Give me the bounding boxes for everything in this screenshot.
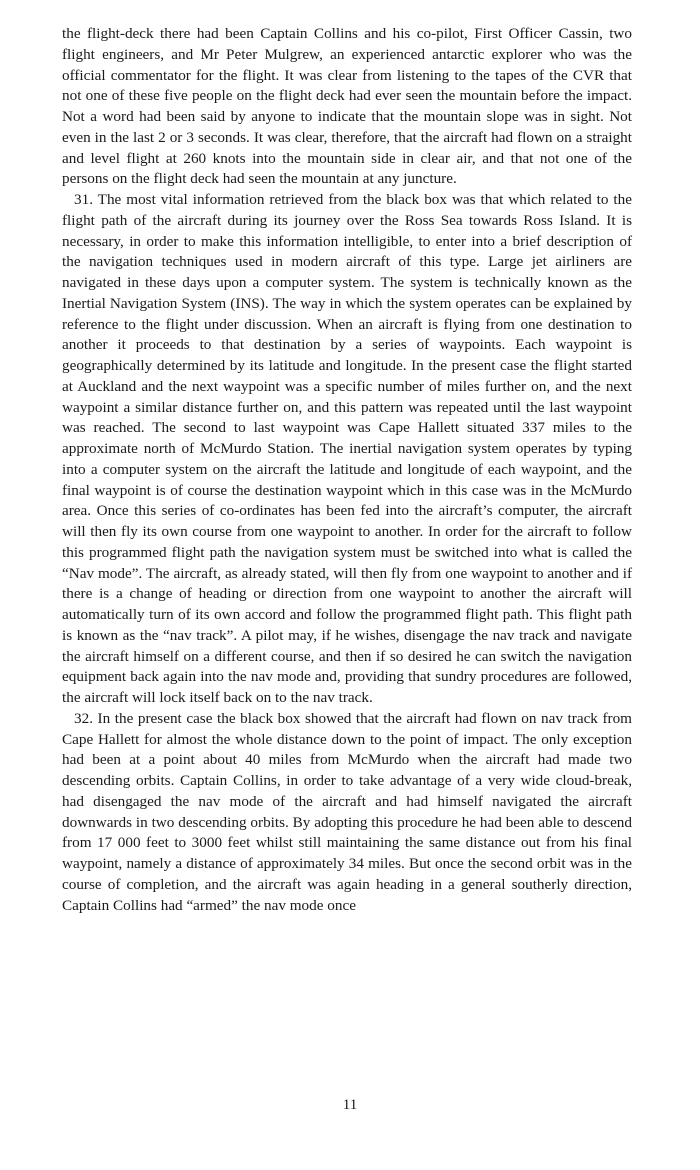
document-page bbox=[62, 24, 632, 916]
paragraph-31: 31. The most vital information retrieved from the black box was that which related to the flight path of the aircraft during its journey over the Ross Sea towards Ross Island. It is necessary, in order to make this information intelligible, to enter into a brief description of the navigation techniques used in modern aircraft of this type. Large jet airliners are navigated in these days upon a computer system. The system is technically known as the Inertial Navigation System (INS). The way in which the system operates can be explained by reference to the flight under discussion. When an aircraft is flying from one destination to another it proceeds to that destination by a series of waypoints. Each waypoint is geographically determined by its latitude and longitude. In the present case the flight started at Auckland and the next waypoint was a specific number of miles further on, and the next waypoint a similar distance further on, and this pattern was repeated until the last waypoint was reached. The second to last waypoint was Cape Hallett situated 337 miles to the approximate north of McMurdo Station. The inertial navigation system operates by typing into a computer system on the aircraft the latitude and longitude of each waypoint, and the final waypoint is of course the destination waypoint which in this case was in the McMurdo area. Once this series of co-ordinates has been fed into the aircraft’s computer, the aircraft will then fly its own course from one waypoint to another. In order for the aircraft to follow this programmed flight path the navigation system must be switched into what is called the “Nav mode”. The aircraft, as already stated, will then fly from one waypoint to another and if there is a change of heading or direction from one waypoint to another the aircraft will automatically turn of its own accord and follow the programmed flight path. This flight path is known as the “nav track”. A pilot may, if he wishes, disengage the nav track and navigate the aircraft himself on a different course, and then if so desired he can switch the navigation equipment back again into the nav mode and, providing that sundry procedures are followed, the aircraft will lock itself back on to the nav track. bbox=[62, 191, 632, 706]
paragraph-32: 32. In the present case the black box showed that the aircraft had flown on nav track from Cape Hallett for almost the whole distance down to the point of impact. The only exception had been at a point about 40 miles from McMurdo when the aircraft had made two descending orbits. Captain Collins, in order to take advantage of a very wide cloud-break, had disengaged the nav mode of the aircraft and had himself navigated the aircraft downwards in two descending orbits. By adopting this procedure he had been able to descend from 17 000 feet to 3000 feet whilst still maintaining the same distance out from his final waypoint, namely a distance of approximately 34 miles. But once the second orbit was in the course of completion, and the aircraft was again heading in a general southerly direction, Captain Collins had “armed” the nav mode once bbox=[62, 709, 632, 914]
page-number: 11 bbox=[342, 1097, 358, 1113]
paragraph-continuation: the flight-deck there had been Captain Collins and his co-pilot, First Officer Cassin, two flight engineers, and Mr Peter Mulgrew, an experienced antarctic explorer who was the official commentator for the flight. It was clear from listening to the tapes of the CVR that not one of these five people on the flight deck had ever seen the mountain before the impact. Not a word had been said by anyone to indicate that the mountain slope was in sight. Not even in the last 2 or 3 seconds. It was clear, therefore, that the aircraft had flown on a straight and level flight at 260 knots into the mountain side in clear air, and that not one of the persons on the flight deck had seen the mountain at any juncture. bbox=[62, 25, 632, 188]
